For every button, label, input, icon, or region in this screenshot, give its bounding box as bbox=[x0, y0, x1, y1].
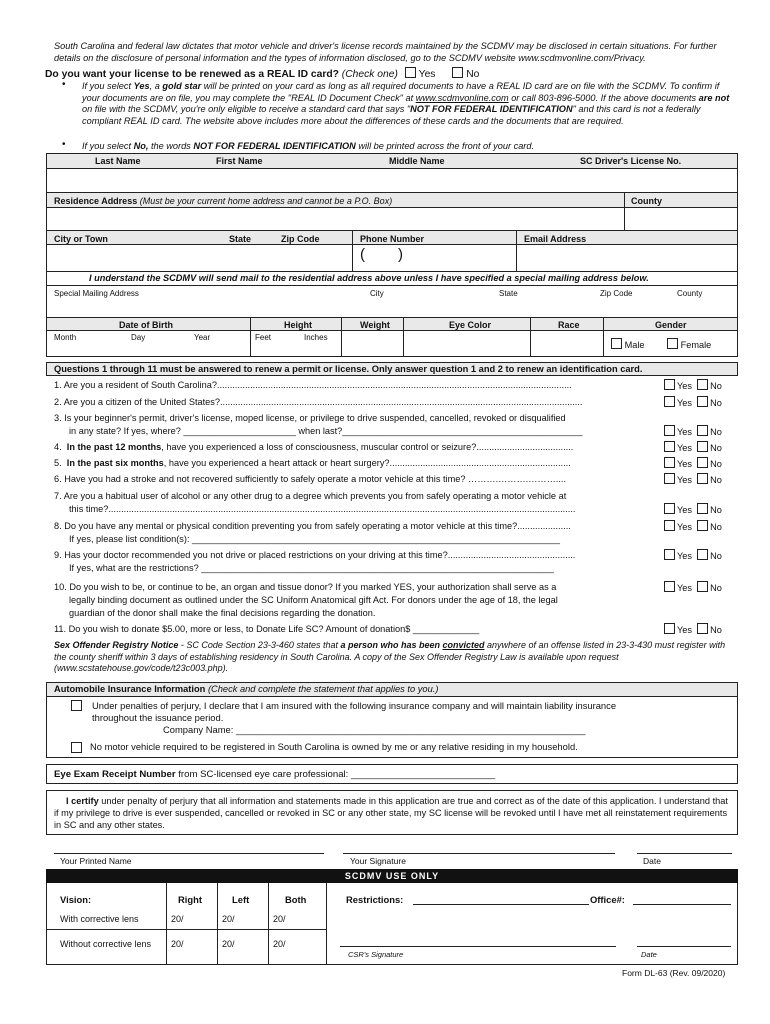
yes-label: Yes bbox=[677, 505, 692, 515]
q11-yes-checkbox[interactable] bbox=[664, 623, 675, 634]
q9-yes-checkbox[interactable] bbox=[664, 549, 675, 560]
q8-answers bbox=[664, 520, 722, 532]
yes-label: Yes bbox=[677, 427, 692, 437]
with-lens-both: 20/ bbox=[273, 914, 286, 924]
phone-label: Phone Number bbox=[360, 234, 425, 244]
q8-yes-checkbox[interactable] bbox=[664, 520, 675, 531]
female-checkbox[interactable] bbox=[667, 338, 678, 349]
city-town-label: City or Town bbox=[54, 234, 108, 244]
realid-yes-checkbox[interactable] bbox=[405, 67, 416, 78]
text-bold: In the past 12 months bbox=[66, 442, 162, 452]
insurance-title-line bbox=[54, 684, 438, 694]
mailing-county-label: County bbox=[677, 289, 703, 298]
question-11: 11. Do you wish to donate $5.00, more or less, to Donate Life SC? Amount of donation$ _____________ bbox=[54, 624, 480, 634]
divider bbox=[47, 696, 737, 697]
insurance-note: (Check and complete the statement that applies to you.) bbox=[207, 684, 439, 694]
no-label: No bbox=[710, 443, 722, 453]
divider bbox=[250, 318, 251, 356]
office-number-label: Office#: bbox=[590, 894, 625, 905]
question-1: 1. Are you a resident of South Carolina?........................................................................................................................................... bbox=[54, 380, 572, 390]
yes-label: Yes bbox=[677, 583, 692, 593]
text: will be printed across the front of your card. bbox=[355, 141, 535, 151]
q9-no-checkbox[interactable] bbox=[697, 549, 708, 560]
phone-area-open: ( bbox=[360, 246, 365, 263]
signature-line bbox=[343, 853, 615, 854]
text: - SC Code Section 23-3-460 states that bbox=[178, 640, 341, 650]
dob-label: Date of Birth bbox=[119, 320, 173, 330]
eye-exam-title: Eye Exam Receipt Number bbox=[54, 769, 176, 780]
both-eyes-label: Both bbox=[285, 894, 307, 905]
yes-label: Yes bbox=[677, 381, 692, 391]
divider bbox=[603, 318, 604, 356]
question-9-line-2: If yes, what are the restrictions? _____________________________________________________________________ bbox=[69, 563, 554, 573]
no-label: No bbox=[710, 505, 722, 515]
q3-answers bbox=[664, 425, 722, 437]
no-label: No bbox=[710, 583, 722, 593]
realid-yes-label: Yes bbox=[418, 69, 436, 80]
divider bbox=[217, 883, 218, 965]
q2-yes-checkbox[interactable] bbox=[664, 396, 675, 407]
question-3-line-1: 3. Is your beginner's permit, driver's license, moped license, or privilege to drive suspended, cancelled, revoked or disqualified bbox=[54, 413, 566, 423]
right-eye-label: Right bbox=[178, 894, 202, 905]
state-label: State bbox=[229, 234, 252, 244]
height-label: Height bbox=[284, 320, 312, 330]
text: If you select bbox=[82, 141, 134, 151]
question-10-line-1: 10. Do you wish to be, or continue to be, an organ and tissue donor? If you marked YES, your authorization shall serve as a bbox=[54, 582, 557, 592]
realid-check-one: (Check one) bbox=[341, 69, 398, 80]
no-label: No bbox=[710, 398, 722, 408]
text: If you select bbox=[82, 81, 134, 91]
text: will be printed on your card as long as all required documents to have a REAL ID card are on file with the SCDMV. To confirm if your documents are on file, you may complete the "REAL ID Document Check" at bbox=[82, 81, 720, 103]
text-bold: I certify bbox=[66, 796, 99, 806]
q8-no-checkbox[interactable] bbox=[697, 520, 708, 531]
yes-label: Yes bbox=[677, 443, 692, 453]
csr-date-line bbox=[637, 946, 731, 947]
no-label: No bbox=[710, 551, 722, 561]
text: " and this card is not a federally compliant REAL ID card. The website above includes more about the differences of these cards and the documents that are required. bbox=[82, 104, 701, 126]
q10-yes-checkbox[interactable] bbox=[664, 581, 675, 592]
weight-label: Weight bbox=[360, 320, 390, 330]
question-6: 6. Have you had a stroke and not recovered sufficiently to safely operate a motor vehicle at this time? ……….……….……….... bbox=[54, 474, 567, 484]
gender-options bbox=[611, 338, 711, 350]
printed-name-line bbox=[54, 853, 324, 854]
bullet-dot: • bbox=[62, 79, 66, 90]
question-4 bbox=[54, 441, 666, 453]
zip-label: Zip Code bbox=[281, 234, 320, 244]
vision-label: Vision: bbox=[60, 894, 92, 905]
phone-input[interactable] bbox=[354, 245, 515, 270]
dob-year-label: Year bbox=[194, 333, 211, 342]
text-bold: a person who has been bbox=[340, 640, 443, 650]
text-bold: gold star bbox=[162, 81, 202, 91]
divider bbox=[47, 285, 737, 286]
q7-yes-checkbox[interactable] bbox=[664, 503, 675, 514]
dob-day-label: Day bbox=[131, 333, 146, 342]
printed-name-input[interactable] bbox=[54, 836, 324, 852]
q10-answers bbox=[664, 581, 722, 593]
residence-address-input[interactable] bbox=[48, 208, 623, 229]
question-5 bbox=[54, 457, 666, 469]
email-label: Email Address bbox=[524, 234, 587, 244]
q6-answers bbox=[664, 473, 722, 485]
insured-statement-2: throughout the issuance period. bbox=[92, 712, 224, 723]
question-3-line-2: in any state? If yes, where? ______________________ when last?_______________________________________________ bbox=[69, 426, 583, 436]
divider bbox=[530, 318, 531, 356]
realid-question-line bbox=[45, 67, 479, 80]
restrictions-label: Restrictions: bbox=[346, 894, 404, 905]
special-mailing-label: Special Mailing Address bbox=[54, 289, 139, 298]
height-inches-label: Inches bbox=[304, 333, 328, 342]
sex-offender-notice bbox=[54, 640, 734, 675]
realid-question: Do you want your license to be renewed as a REAL ID card? bbox=[45, 69, 339, 80]
text-bold: In the past six months bbox=[66, 458, 164, 468]
county-label: County bbox=[631, 196, 662, 206]
text-bold: Sex Offender Registry Notice bbox=[54, 640, 179, 650]
male-label: Male bbox=[624, 340, 645, 350]
q6-yes-checkbox[interactable] bbox=[664, 473, 675, 484]
q1-answers bbox=[664, 379, 722, 391]
with-corrective-lens-label: With corrective lens bbox=[60, 914, 139, 924]
realid-no-checkbox[interactable] bbox=[452, 67, 463, 78]
residence-address-label-line bbox=[54, 196, 392, 206]
company-name-field[interactable]: Company Name: ___________________________________________________________________ bbox=[163, 724, 586, 735]
insured-statement-1: Under penalties of perjury, I declare that I am insured with the following insurance company and will maintain liability insurance bbox=[92, 700, 617, 711]
first-name-label: First Name bbox=[216, 156, 263, 166]
certify-text bbox=[54, 795, 730, 831]
restrictions-input[interactable] bbox=[413, 890, 589, 904]
question-number: 4. bbox=[54, 442, 62, 452]
signature-input[interactable] bbox=[343, 836, 615, 852]
divider bbox=[47, 168, 737, 169]
license-no-label: SC Driver's License No. bbox=[580, 156, 682, 166]
bullet-dot: • bbox=[62, 139, 66, 150]
eye-exam-field: from SC-licensed eye care professional: ___________________________ bbox=[178, 769, 496, 780]
date-line bbox=[637, 853, 732, 854]
privacy-intro: South Carolina and federal law dictates that motor vehicle and driver's license records maintained by the SCDMV may be disclosed in certain situations. For further details on the disclosure of personal information and the types of information disclosed, go to the SCDMV website www.scdmvonline.com/Privacy. bbox=[54, 41, 717, 63]
divider bbox=[403, 318, 404, 356]
office-use-header: SCDMV USE ONLY bbox=[344, 871, 440, 881]
no-label: No bbox=[710, 625, 722, 635]
special-mailing-input[interactable] bbox=[48, 298, 736, 316]
form-id: Form DL-63 (Rev. 09/2020) bbox=[622, 968, 726, 978]
text-bold-underline: convicted bbox=[442, 640, 485, 650]
name-input-row[interactable] bbox=[48, 170, 736, 192]
email-input[interactable] bbox=[518, 245, 736, 270]
female-label: Female bbox=[680, 340, 712, 350]
q7-no-checkbox[interactable] bbox=[697, 503, 708, 514]
q11-answers bbox=[664, 623, 722, 635]
realid-no-label: No bbox=[466, 69, 480, 80]
question-9-line-1: 9. Has your doctor recommended you not drive or placed restrictions on your driving at this time?.................................................. bbox=[54, 550, 576, 560]
q4-yes-checkbox[interactable] bbox=[664, 441, 675, 452]
realid-bullet-1 bbox=[82, 81, 730, 127]
divider bbox=[47, 929, 326, 930]
signature-label: Your Signature bbox=[350, 856, 406, 866]
no-vehicle-statement: No motor vehicle required to be registered in South Carolina is owned by me or any relative residing in my household. bbox=[90, 741, 578, 752]
no-label: No bbox=[710, 475, 722, 485]
residence-address-label: Residence Address bbox=[54, 196, 138, 206]
county-input[interactable] bbox=[626, 208, 736, 229]
without-lens-both: 20/ bbox=[273, 939, 286, 949]
text: under penalty of perjury that all information and statements made in this application are true and correct as of the date of this application. I understand that if my privilege to drive is ever suspended, cancelled or revoked in SC or any other state, my SC license will be revoked until I have met all reinstatement requirements in SC and any other states. bbox=[54, 796, 728, 830]
text-bold: NOT FOR FEDERAL IDENTIFICATION bbox=[410, 104, 573, 114]
question-10-line-3: guardian of the donor shall make the final decisions regarding the donation. bbox=[69, 608, 376, 618]
q6-no-checkbox[interactable] bbox=[697, 473, 708, 484]
last-name-label: Last Name bbox=[95, 156, 141, 166]
printed-name-label: Your Printed Name bbox=[60, 856, 132, 866]
no-label: No bbox=[710, 427, 722, 437]
csr-signature-label: CSR's Signature bbox=[348, 950, 404, 959]
text: , a bbox=[149, 81, 163, 91]
yes-label: Yes bbox=[677, 551, 692, 561]
insurance-title: Automobile Insurance Information bbox=[54, 684, 206, 694]
yes-label: Yes bbox=[677, 475, 692, 485]
q7-answers bbox=[664, 503, 722, 515]
q3-yes-checkbox[interactable] bbox=[664, 425, 675, 436]
without-lens-left: 20/ bbox=[222, 939, 235, 949]
q3-no-checkbox[interactable] bbox=[697, 425, 708, 436]
text: , have you experienced a loss of consciousness, muscular control or seizure?...................................... bbox=[161, 442, 574, 452]
q10-no-checkbox[interactable] bbox=[697, 581, 708, 592]
q2-no-checkbox[interactable] bbox=[697, 396, 708, 407]
eye-color-label: Eye Color bbox=[449, 320, 492, 330]
q5-yes-checkbox[interactable] bbox=[664, 457, 675, 468]
no-label: No bbox=[710, 381, 722, 391]
question-8-line-1: 8. Do you have any mental or physical condition preventing you from safely operating a motor vehicle at this time?..................... bbox=[54, 521, 571, 531]
q9-answers bbox=[664, 549, 722, 561]
yes-label: Yes bbox=[677, 398, 692, 408]
q5-no-checkbox[interactable] bbox=[697, 457, 708, 468]
mail-notice: I understand the SCDMV will send mail to the residential address above unless I have specified a special mailing address below. bbox=[89, 273, 649, 283]
eye-exam-line[interactable] bbox=[54, 769, 495, 780]
residence-address-note: (Must be your current home address and cannot be a P.O. Box) bbox=[139, 196, 393, 206]
csr-signature-line bbox=[340, 946, 616, 947]
office-number-input[interactable] bbox=[633, 890, 731, 904]
phone-area-close: ) bbox=[398, 246, 403, 263]
date-label: Date bbox=[643, 856, 661, 866]
divider bbox=[47, 271, 737, 272]
q5-answers bbox=[664, 457, 722, 469]
no-label: No bbox=[710, 522, 722, 532]
with-lens-right: 20/ bbox=[171, 914, 184, 924]
restrictions-line bbox=[413, 904, 589, 905]
question-number: 5. bbox=[54, 458, 62, 468]
race-label: Race bbox=[558, 320, 580, 330]
q1-no-checkbox[interactable] bbox=[697, 379, 708, 390]
date-input[interactable] bbox=[637, 836, 732, 852]
text-bold: No, bbox=[133, 141, 149, 151]
scdmv-link[interactable]: www.scdmvonline.com bbox=[415, 92, 509, 103]
middle-name-label: Middle Name bbox=[389, 156, 445, 166]
question-2: 2. Are you a citizen of the United States?.............................................................................................................................................. bbox=[54, 397, 583, 407]
height-feet-label: Feet bbox=[255, 333, 272, 342]
divider bbox=[624, 193, 625, 230]
q4-answers bbox=[664, 441, 722, 453]
divider bbox=[352, 231, 353, 271]
text: or call 803-896-5000. If the above documents bbox=[508, 92, 699, 103]
yes-label: Yes bbox=[677, 459, 692, 469]
mailing-city-label: City bbox=[370, 289, 384, 298]
office-number-line bbox=[633, 904, 731, 905]
yes-label: Yes bbox=[677, 522, 692, 532]
divider bbox=[341, 318, 342, 356]
q4-no-checkbox[interactable] bbox=[697, 441, 708, 452]
question-7-line-1: 7. Are you a habitual user of alcohol or any other drug to a degree which prevents you from safely operating a motor vehicle at bbox=[54, 491, 567, 501]
divider bbox=[516, 231, 517, 271]
q1-yes-checkbox[interactable] bbox=[664, 379, 675, 390]
without-lens-right: 20/ bbox=[171, 939, 184, 949]
with-lens-left: 20/ bbox=[222, 914, 235, 924]
realid-bullet-2 bbox=[82, 141, 730, 151]
dob-month-label: Month bbox=[54, 333, 77, 342]
without-corrective-lens-label: Without corrective lens bbox=[60, 939, 152, 949]
text-bold: NOT FOR FEDERAL IDENTIFICATION bbox=[193, 141, 356, 151]
csr-date-label: Date bbox=[641, 950, 657, 959]
q2-answers bbox=[664, 396, 722, 408]
left-eye-label: Left bbox=[232, 894, 250, 905]
text: , have you experienced a heart attack or heart surgery?....................................................................... bbox=[163, 458, 571, 468]
yes-label: Yes bbox=[677, 625, 692, 635]
no-label: No bbox=[710, 459, 722, 469]
question-7-line-2: this time?....................................................................................................................................................................................... bbox=[69, 504, 576, 514]
text: on file with the SCDMV, you're only eligible to receive a standard card that says " bbox=[82, 104, 411, 114]
text: the words bbox=[148, 141, 194, 151]
divider bbox=[47, 330, 737, 331]
divider bbox=[268, 883, 269, 965]
no-vehicle-checkbox[interactable] bbox=[71, 742, 82, 753]
questions-header: Questions 1 through 11 must be answered to renew a permit or license. Only answer question 1 and 2 to renew an identification card. bbox=[54, 364, 643, 374]
text-bold: are not bbox=[698, 92, 730, 103]
mailing-state-label: State bbox=[499, 289, 518, 298]
text-bold: Yes bbox=[133, 81, 150, 91]
city-state-zip-input[interactable] bbox=[48, 245, 351, 270]
insured-checkbox[interactable] bbox=[71, 700, 82, 711]
question-8-line-2: If yes, please list condition(s): ________________________________________________________________________ bbox=[69, 534, 560, 544]
divider bbox=[166, 883, 167, 965]
gender-label: Gender bbox=[655, 320, 687, 330]
question-10-line-2: legally binding document as outlined under the SC Uniform Anatomical gift Act. For donors under the age of 18, the legal bbox=[69, 595, 558, 605]
male-checkbox[interactable] bbox=[611, 338, 622, 349]
q11-no-checkbox[interactable] bbox=[697, 623, 708, 634]
text: anywhere of an offense listed in 23-3-430 must register with the county sheriff within 3 days of establishing residency in South Carolina. A copy of the Sex Offender Registry Law is available upon request (www.scstatehouse.gov/code/t23c003.php). bbox=[54, 640, 726, 673]
divider bbox=[326, 883, 327, 965]
mailing-zip-label: Zip Code bbox=[600, 289, 633, 298]
